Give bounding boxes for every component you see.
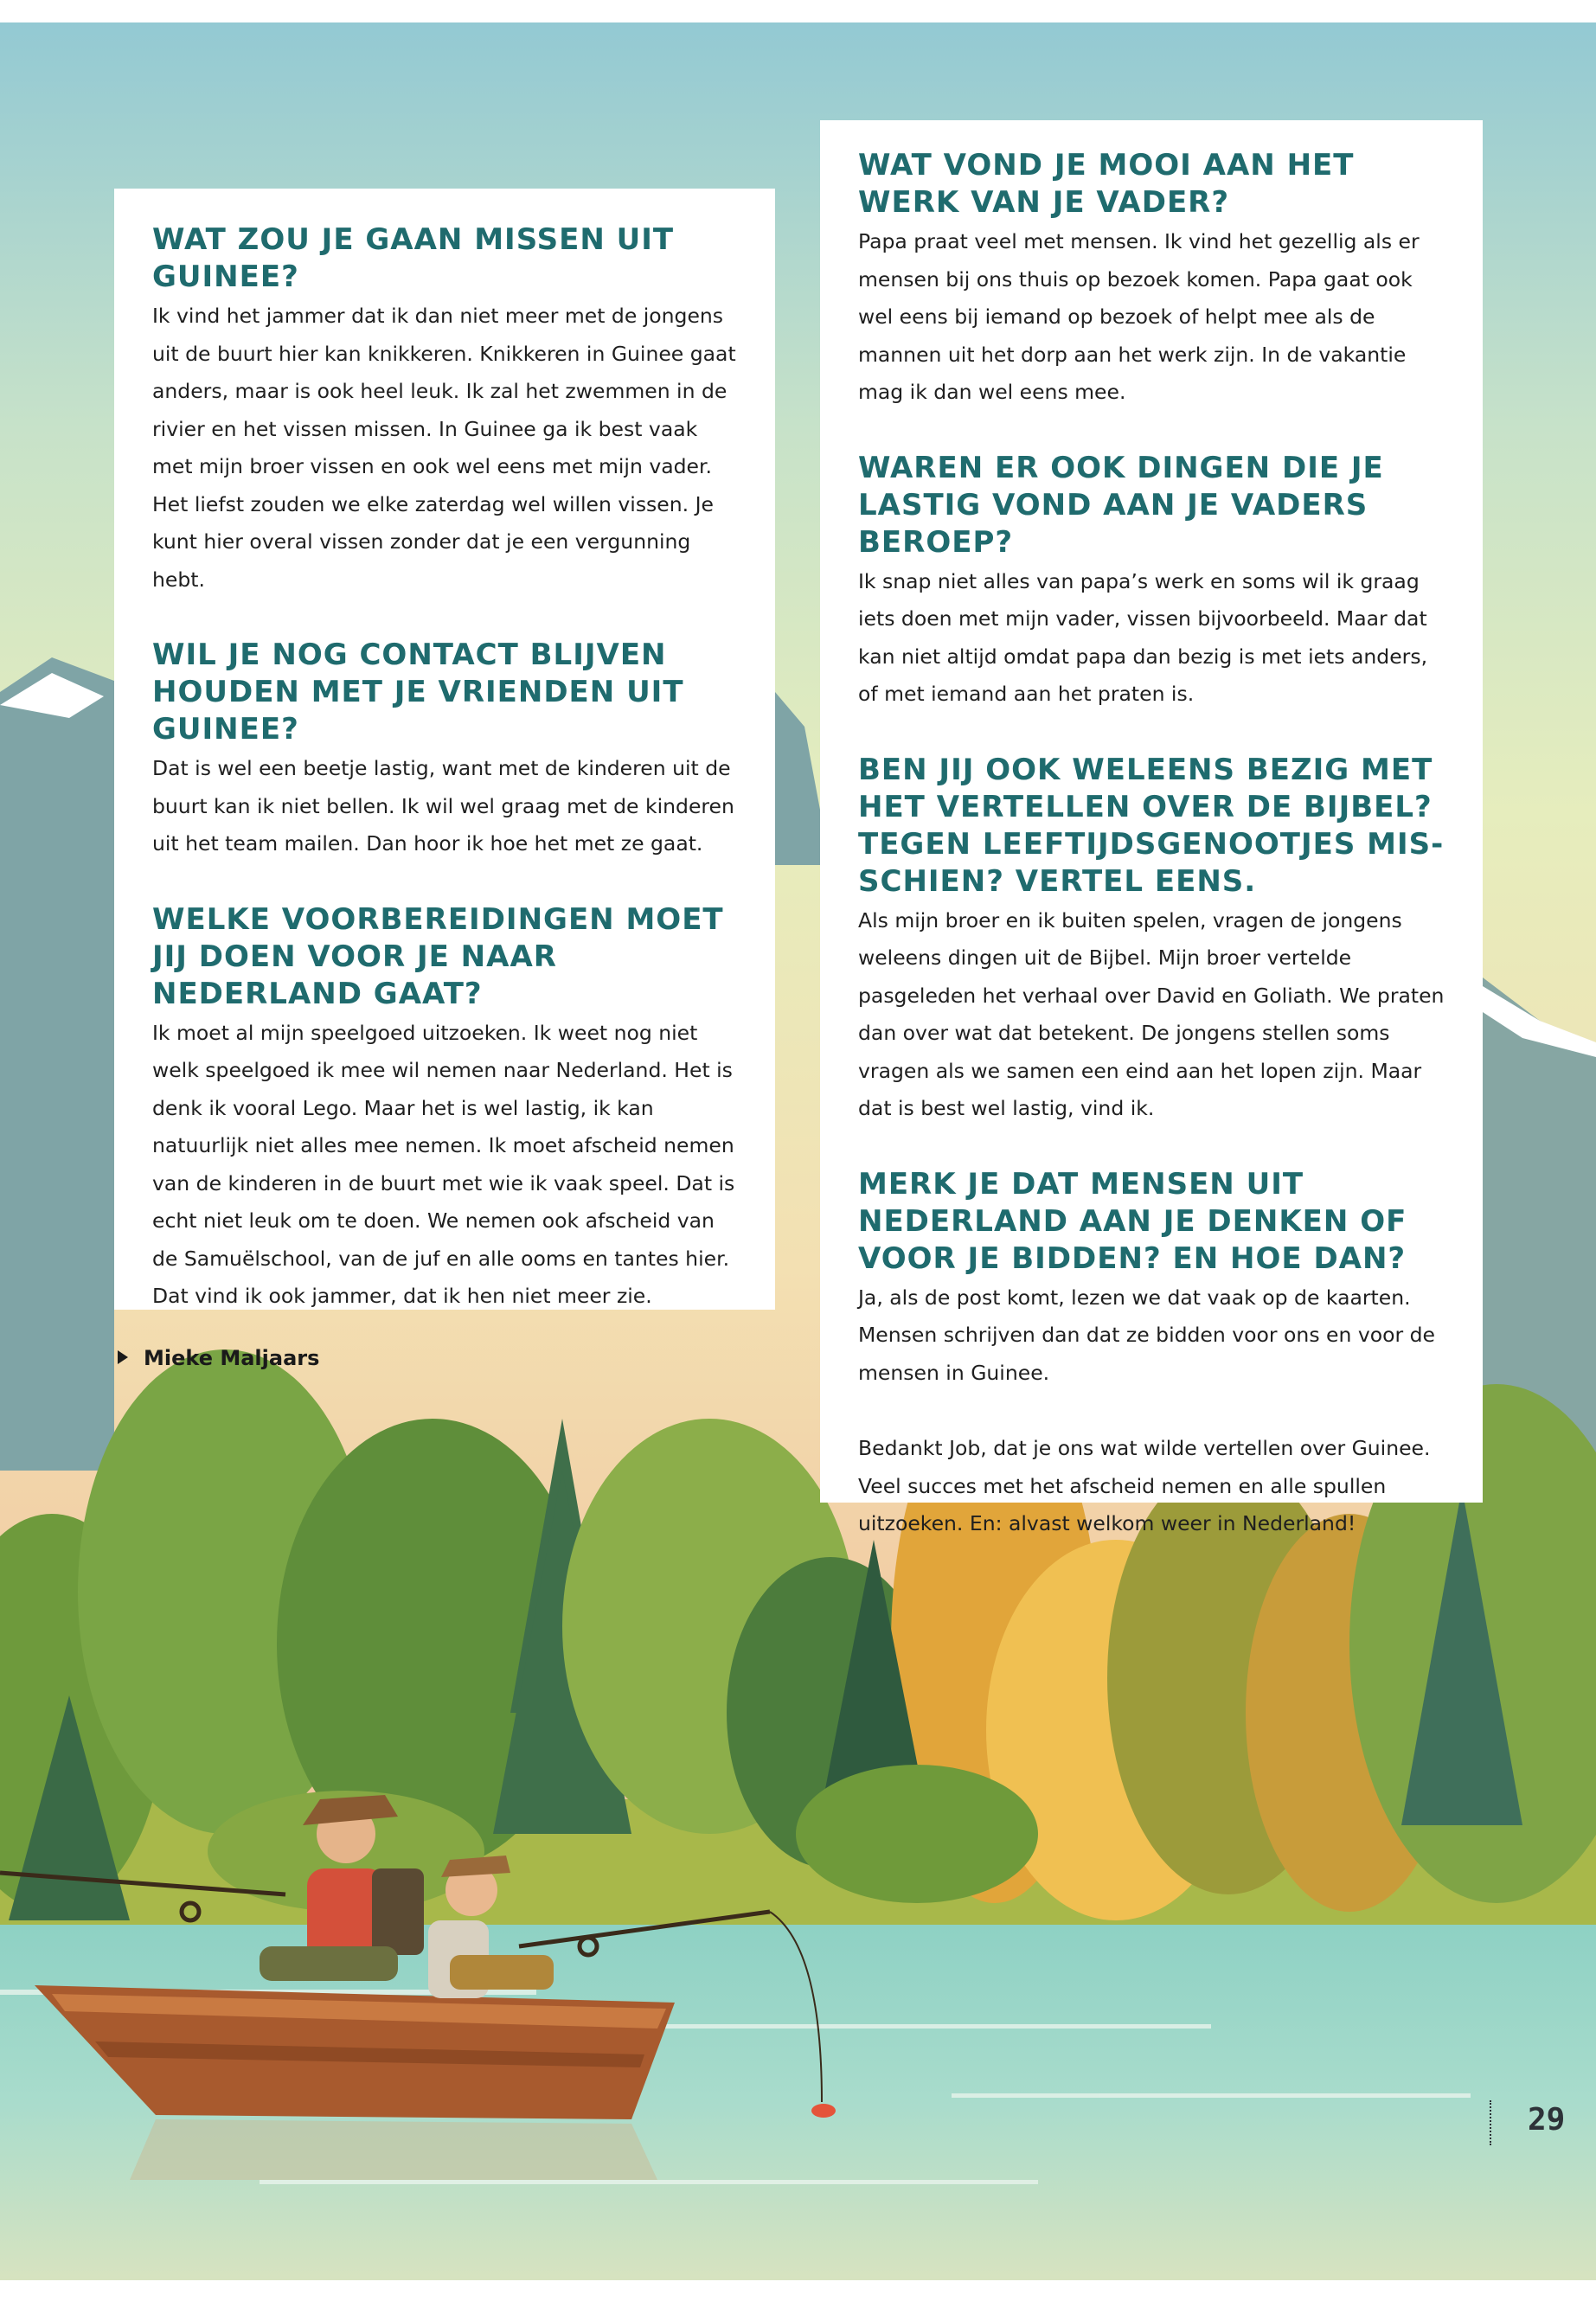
interview-card-left (114, 189, 775, 1310)
section-body: Papa praat veel met mensen. Ik vind het gezellig als er mensen bij ons thuis op bezoek komen. Papa gaat ook wel eens bij iemand op bezoek of helpt mee als de mannen uit het dorp aan het werk zijn. In de vakantie mag ik dan wel eens mee. (858, 229, 1420, 404)
section-heading: WELKE VOORBEREIDINGEN MOET JIJ DOEN VOOR JE NAAR NEDERLAND GAAT? (152, 901, 724, 1011)
qa-section (858, 1166, 1445, 1393)
section-heading: MERK JE DAT MENSEN UIT NEDERLAND AAN JE DENKEN OF VOOR JE BIDDEN? EN HOE DAN? (858, 1166, 1407, 1276)
qa-section (858, 450, 1445, 714)
page-number-value: 29 (1528, 2102, 1566, 2138)
section-heading: WAT ZOU JE GAAN MISSEN UIT GUINEE? (152, 222, 675, 294)
qa-section (858, 147, 1445, 412)
closing-paragraph: Bedankt Job, dat je ons wat wilde vertellen over Guinee. Veel succes met het afscheid nemen en alle spullen uitzoeken. En: alvast welkom weer in Nederland! (858, 1436, 1431, 1535)
section-heading: WIL JE NOG CONTACT BLIJVEN HOUDEN MET JE VRIENDEN UIT GUINEE? (152, 638, 684, 747)
qa-section (152, 637, 737, 863)
qa-section (152, 901, 737, 1316)
section-body: Als mijn broer en ik buiten spelen, vragen de jongens weleens dingen uit de Bijbel. Mijn broer vertelde pasgeleden het verhaal over David en Goliath. We praten dan over wat dat betekent. De jongens stellen soms vragen als we samen een eind aan het lopen zijn. Maar dat is best wel lastig, vind ik. (858, 907, 1445, 1120)
triangle-bullet-icon (118, 1350, 128, 1364)
section-body: Ik snap niet alles van papa’s werk en soms wil ik graag iets doen met mijn vader, vissen bijvoorbeeld. Maar dat kan niet altijd omdat papa dan bezig is met iets anders, of met iemand aan het praten is. (858, 568, 1428, 706)
section-heading: BEN JIJ OOK WELEENS BEZIG MET HET VERTELLEN OVER DE BIJBEL? TEGEN LEEFTIJDSGENOOTJES MIS- SCHIEN? VERTEL EENS. (858, 752, 1445, 899)
qa-section (858, 752, 1445, 1128)
interview-card-right (820, 120, 1483, 1535)
section-heading: WAREN ER OOK DINGEN DIE JE LASTIG VOND AAN JE VADERS BEROEP? (858, 450, 1384, 560)
page-number (1490, 2093, 1576, 2145)
page-number-rule (1490, 2100, 1497, 2145)
section-body: Ja, als de post komt, lezen we dat vaak op de kaarten. Mensen schrijven dan dat ze bidden voor ons en voor de mensen in Guinee. (858, 1285, 1436, 1385)
author-credit (118, 1346, 319, 1370)
section-heading: WAT VOND JE MOOI AAN HET WERK VAN JE VADER? (858, 148, 1355, 220)
section-body: Dat is wel een beetje lastig, want met de kinderen uit de buurt kan ik niet bellen. Ik wil wel graag met de kinderen uit het team mailen. Dan hoor ik hoe het met ze gaat. (152, 756, 734, 856)
section-body: Ik moet al mijn speelgoed uitzoeken. Ik weet nog niet welk speelgoed ik mee wil nemen naar Nederland. Het is denk ik vooral Lego. Maar het is wel lastig, ik kan natuurlijk niet alles mee nemen. Ik moet afscheid nemen van de kinderen in de buurt met wie ik vaak speel. Dat is echt niet leuk om te doen. We nemen ook afscheid van de Samuëlschool, van de juf en alle ooms en tantes hier. Dat vind ik ook jammer, dat ik hen niet meer zie. (152, 1020, 735, 1308)
section-body: Ik vind het jammer dat ik dan niet meer met de jongens uit de buurt hier kan knikkeren. Knikkeren in Guinee gaat anders, maar is ook heel leuk. Ik zal het zwemmen in de rivier en het vissen missen. In Guinee ga ik best vaak met mijn broer vissen en ook wel eens met mijn vader. Het liefst zouden we elke zaterdag wel willen vissen. Je kunt hier overal vissen zonder dat je een vergunning hebt. (152, 304, 736, 592)
qa-section (152, 221, 737, 599)
author-name: Mieke Maljaars (144, 1346, 320, 1370)
